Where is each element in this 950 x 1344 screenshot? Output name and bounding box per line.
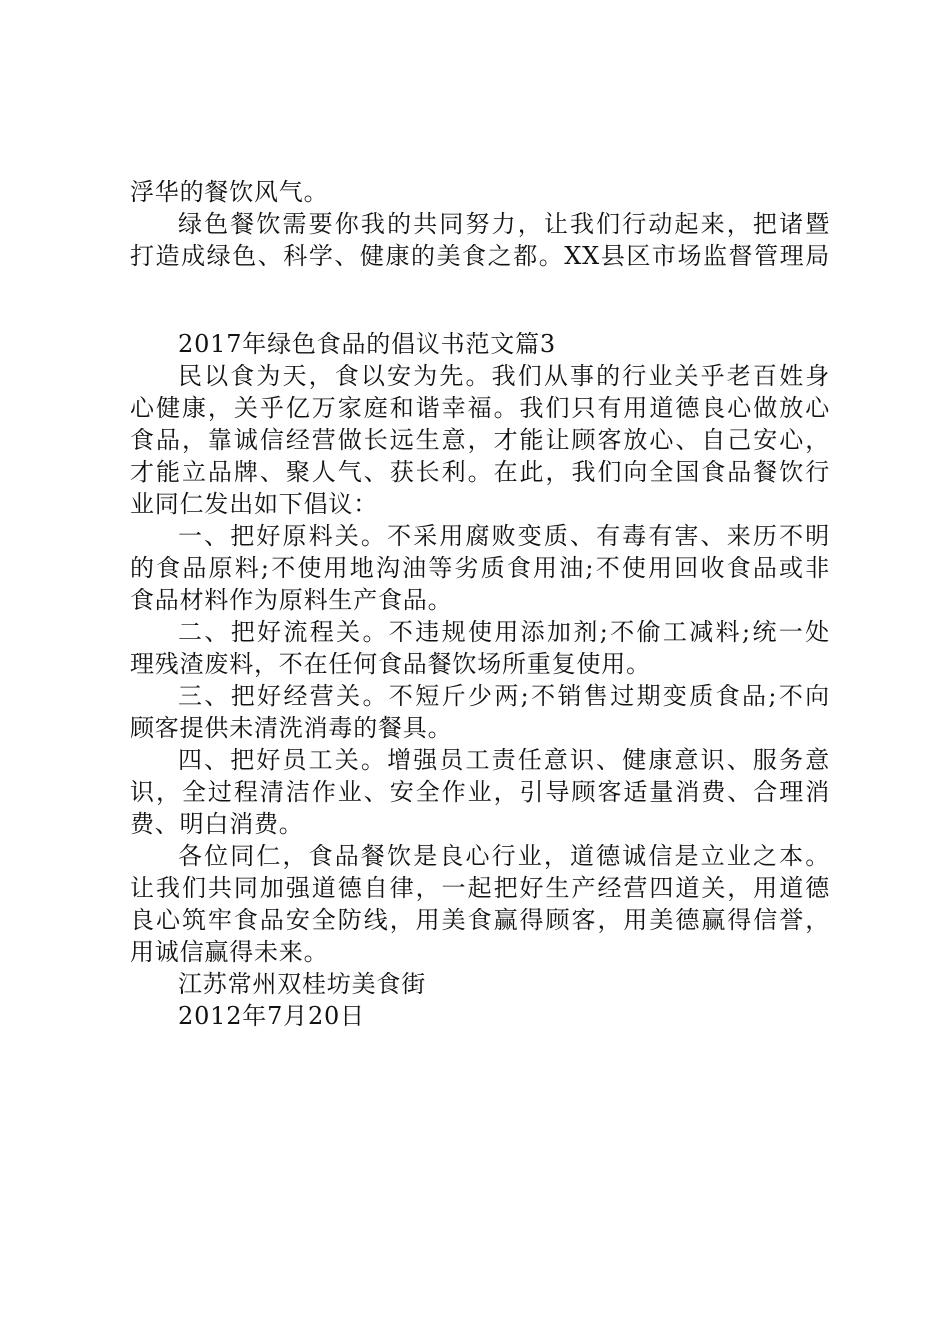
paragraph-line: 业同仁发出如下倡议： (130, 490, 378, 518)
paragraph-line: 识，全过程清洁作业、安全作业，引导顾客适量消费、合理消 (130, 778, 830, 806)
paragraph-line: 四、把好员工关。增强员工责任意识、健康意识、服务意 (178, 746, 830, 774)
signature: 江苏常州双桂坊美食街 (178, 970, 426, 998)
paragraph-line: 费、明白消费。 (130, 810, 304, 838)
paragraph-line: 二、把好流程关。不违规使用添加剂;不偷工减料;统一处 (178, 618, 830, 646)
paragraph-line: 浮华的餐饮风气。 (130, 178, 329, 206)
paragraph-line: 民以食为天，食以安为先。我们从事的行业关乎老百姓身 (178, 362, 830, 390)
paragraph-line: 顾客提供未清洗消毒的餐具。 (130, 714, 453, 742)
paragraph-line: 才能立品牌、聚人气、获长利。在此，我们向全国食品餐饮行 (130, 458, 830, 486)
spacer (130, 272, 830, 328)
paragraph-line: 让我们共同加强道德自律，一起把好生产经营四道关，用道德 (130, 874, 830, 902)
paragraph-line: 理残渣废料，不在任何食品餐饮场所重复使用。 (130, 650, 651, 678)
paragraph-line: 心健康，关乎亿万家庭和谐幸福。我们只有用道德良心做放心 (130, 394, 830, 422)
section-heading: 2017年绿色食品的倡议书范文篇3 (178, 330, 556, 358)
paragraph-line: 的食品原料;不使用地沟油等劣质食用油;不使用回收食品或非 (130, 554, 830, 582)
paragraph-line: 用诚信赢得未来。 (130, 938, 329, 966)
paragraph-line: 食品材料作为原料生产食品。 (130, 586, 453, 614)
paragraph-line: 一、把好原料关。不采用腐败变质、有毒有害、来历不明 (178, 522, 830, 550)
paragraph-line: 三、把好经营关。不短斤少两;不销售过期变质食品;不向 (178, 682, 830, 710)
paragraph-line: 各位同仁，食品餐饮是良心行业，道德诚信是立业之本。 (178, 842, 830, 870)
paragraph-line: 食品，靠诚信经营做长远生意，才能让顾客放心、自己安心， (130, 426, 830, 454)
document-body (130, 176, 830, 1032)
date: 2012年7月20日 (178, 1002, 365, 1030)
paragraph-line: 良心筑牢食品安全防线，用美食赢得顾客，用美德赢得信誉， (130, 906, 830, 934)
paragraph-line: 打造成绿色、科学、健康的美食之都。XX县区市场监督管理局 (130, 242, 830, 270)
paragraph-line: 绿色餐饮需要你我的共同努力，让我们行动起来，把诸暨 (178, 210, 830, 238)
